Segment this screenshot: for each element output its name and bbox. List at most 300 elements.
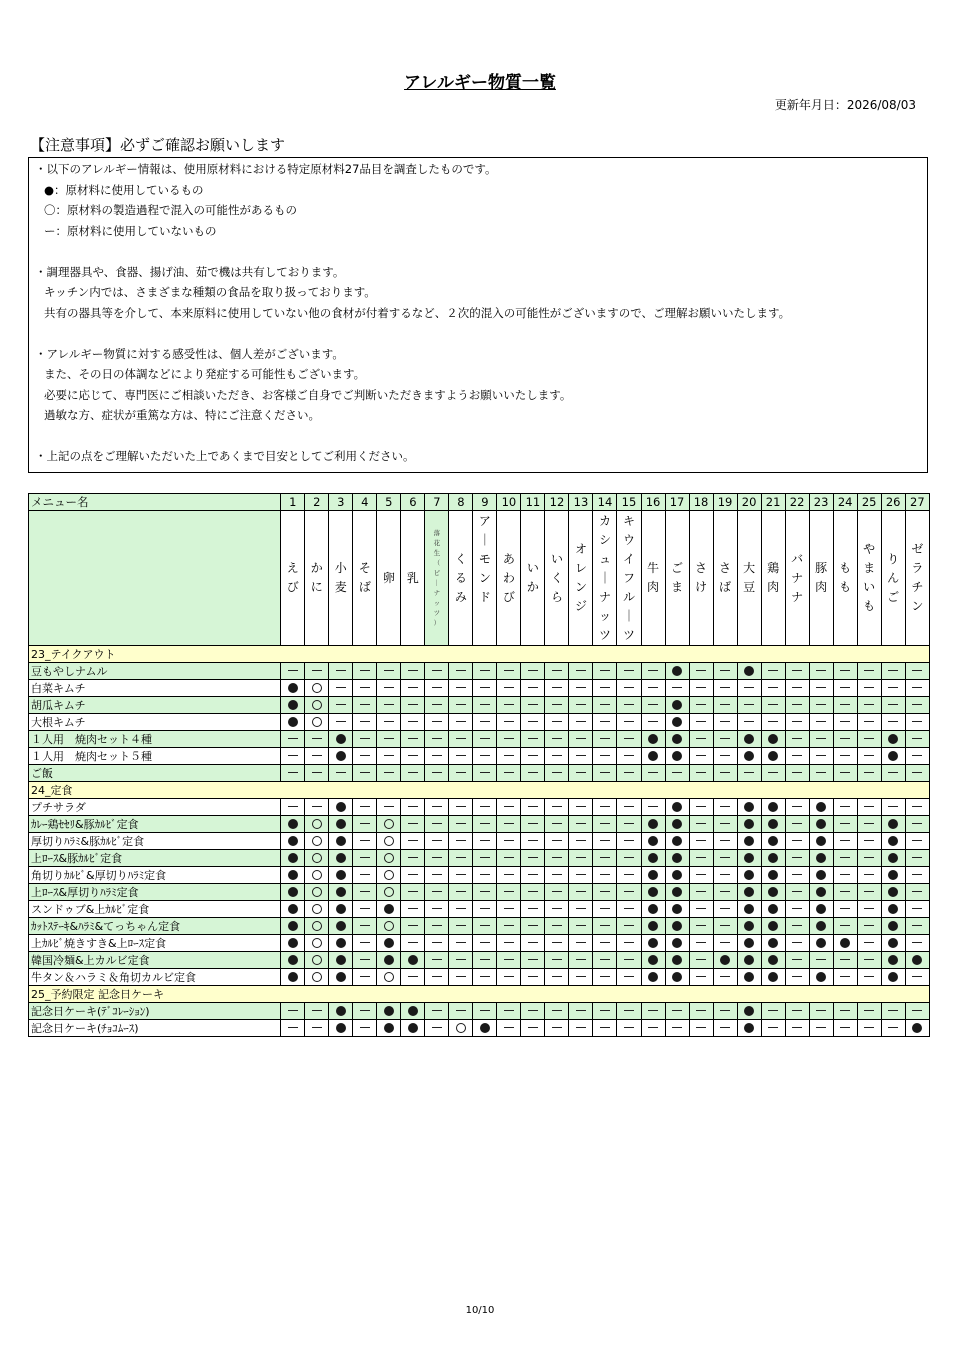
none-mark	[665, 680, 689, 697]
none-mark	[401, 935, 425, 952]
none-mark	[449, 901, 473, 918]
none-mark	[473, 901, 497, 918]
used-mark	[737, 731, 761, 748]
none-mark	[593, 1020, 617, 1037]
none-mark	[353, 765, 377, 782]
none-mark	[473, 731, 497, 748]
none-mark	[857, 765, 881, 782]
allergen-name: あ わ び	[497, 511, 521, 646]
none-mark	[857, 850, 881, 867]
none-mark	[593, 833, 617, 850]
table-row	[29, 884, 930, 901]
none-mark	[305, 663, 329, 680]
used-mark	[281, 969, 305, 986]
none-mark	[449, 680, 473, 697]
none-mark	[497, 901, 521, 918]
none-mark	[497, 884, 521, 901]
allergen-number: 9	[473, 494, 497, 511]
none-mark	[305, 799, 329, 816]
none-mark	[641, 1020, 665, 1037]
none-mark	[545, 1020, 569, 1037]
none-mark	[473, 799, 497, 816]
allergen-name: さ ば	[713, 511, 737, 646]
allergen-name: い か	[521, 511, 545, 646]
none-mark	[617, 833, 641, 850]
none-mark	[401, 748, 425, 765]
none-mark	[329, 714, 353, 731]
none-mark	[425, 748, 449, 765]
allergen-name: く る み	[449, 511, 473, 646]
notice-line: また、その日の体調などにより発症する可能性もございます。	[44, 367, 366, 381]
allergen-number: 18	[689, 494, 713, 511]
possible-mark	[305, 901, 329, 918]
none-mark	[497, 663, 521, 680]
used-mark	[281, 816, 305, 833]
allergen-number: 13	[569, 494, 593, 511]
used-mark	[377, 935, 401, 952]
none-mark	[425, 952, 449, 969]
none-mark	[473, 816, 497, 833]
none-mark	[377, 799, 401, 816]
allergen-number: 20	[737, 494, 761, 511]
allergen-table	[28, 493, 930, 1037]
none-mark	[713, 867, 737, 884]
used-mark	[641, 918, 665, 935]
none-mark	[833, 765, 857, 782]
used-mark	[401, 1020, 425, 1037]
used-mark	[665, 867, 689, 884]
none-mark	[689, 765, 713, 782]
used-mark	[737, 850, 761, 867]
none-mark	[881, 714, 905, 731]
none-mark	[689, 799, 713, 816]
none-mark	[905, 1003, 929, 1020]
none-mark	[353, 1003, 377, 1020]
none-mark	[353, 867, 377, 884]
none-mark	[449, 918, 473, 935]
none-mark	[473, 952, 497, 969]
notice-line	[35, 426, 921, 447]
none-mark	[857, 918, 881, 935]
none-mark	[833, 680, 857, 697]
none-mark	[497, 680, 521, 697]
none-mark	[449, 663, 473, 680]
used-mark	[665, 816, 689, 833]
none-mark	[785, 969, 809, 986]
none-mark	[761, 680, 785, 697]
none-mark	[545, 680, 569, 697]
used-mark	[641, 731, 665, 748]
none-mark	[617, 731, 641, 748]
none-mark	[281, 799, 305, 816]
none-mark	[497, 799, 521, 816]
none-mark	[785, 765, 809, 782]
used-mark	[641, 748, 665, 765]
used-mark	[377, 952, 401, 969]
none-mark	[353, 748, 377, 765]
none-mark	[545, 1003, 569, 1020]
table-row	[29, 765, 930, 782]
used-mark	[281, 952, 305, 969]
none-mark	[401, 697, 425, 714]
none-mark	[521, 1020, 545, 1037]
used-mark	[737, 816, 761, 833]
used-mark	[737, 833, 761, 850]
used-mark	[881, 969, 905, 986]
allergen-name: か に	[305, 511, 329, 646]
none-mark	[497, 731, 521, 748]
none-mark	[569, 731, 593, 748]
page-title: アレルギー物質一覧	[404, 73, 556, 93]
none-mark	[401, 918, 425, 935]
none-mark	[401, 680, 425, 697]
none-mark	[377, 697, 401, 714]
allergen-name: キ ウ イ フ ル ｜ ツ	[617, 511, 641, 646]
allergen-name: 豚 肉	[809, 511, 833, 646]
allergen-number: 25	[857, 494, 881, 511]
none-mark	[329, 680, 353, 697]
none-mark	[641, 1003, 665, 1020]
used-mark	[881, 901, 905, 918]
none-mark	[905, 918, 929, 935]
none-mark	[713, 1020, 737, 1037]
used-mark	[809, 969, 833, 986]
none-mark	[569, 901, 593, 918]
none-mark	[593, 714, 617, 731]
none-mark	[761, 714, 785, 731]
allergen-number: 19	[713, 494, 737, 511]
menu-name: スンドゥブ&上ｶﾙﾋﾞ定食	[29, 901, 281, 918]
none-mark	[689, 748, 713, 765]
menu-name: １人用 焼肉セット５種	[29, 748, 281, 765]
none-mark	[593, 1003, 617, 1020]
none-mark	[449, 969, 473, 986]
used-mark	[761, 969, 785, 986]
allergen-name: ご ま	[665, 511, 689, 646]
none-mark	[545, 969, 569, 986]
none-mark	[353, 714, 377, 731]
allergen-name: ゼ ラ チ ン	[905, 511, 929, 646]
none-mark	[641, 765, 665, 782]
none-mark	[545, 799, 569, 816]
none-mark	[449, 1003, 473, 1020]
none-mark	[353, 952, 377, 969]
none-mark	[569, 697, 593, 714]
none-mark	[785, 816, 809, 833]
used-mark	[665, 833, 689, 850]
none-mark	[353, 697, 377, 714]
used-mark	[881, 884, 905, 901]
none-mark	[713, 918, 737, 935]
none-mark	[617, 884, 641, 901]
none-mark	[473, 714, 497, 731]
none-mark	[833, 969, 857, 986]
none-mark	[689, 901, 713, 918]
possible-mark	[305, 816, 329, 833]
none-mark	[449, 850, 473, 867]
none-mark	[833, 816, 857, 833]
menu-name: ｶｯﾄｽﾃｰｷ&ﾊﾗﾐ&てっちゃん定食	[29, 918, 281, 935]
used-mark	[737, 1003, 761, 1020]
allergen-name-row	[29, 511, 930, 646]
none-mark	[833, 1003, 857, 1020]
used-mark	[329, 935, 353, 952]
none-mark	[497, 867, 521, 884]
none-mark	[905, 850, 929, 867]
none-mark	[713, 697, 737, 714]
none-mark	[353, 663, 377, 680]
none-mark	[497, 969, 521, 986]
notice-line	[35, 241, 921, 262]
used-mark	[329, 918, 353, 935]
possible-mark	[305, 884, 329, 901]
allergen-number: 10	[497, 494, 521, 511]
none-mark	[785, 901, 809, 918]
section-label: 25_予約限定 記念日ケーキ	[29, 986, 930, 1003]
none-mark	[833, 799, 857, 816]
none-mark	[545, 952, 569, 969]
none-mark	[785, 884, 809, 901]
possible-mark	[377, 969, 401, 986]
used-mark	[809, 935, 833, 952]
none-mark	[905, 714, 929, 731]
none-mark	[689, 935, 713, 952]
none-mark	[857, 952, 881, 969]
none-mark	[809, 1020, 833, 1037]
used-mark	[665, 697, 689, 714]
none-mark	[497, 918, 521, 935]
allergen-number: 1	[281, 494, 305, 511]
none-mark	[305, 1020, 329, 1037]
none-mark	[425, 867, 449, 884]
none-mark	[905, 765, 929, 782]
none-mark	[353, 901, 377, 918]
none-mark	[785, 935, 809, 952]
none-mark	[545, 901, 569, 918]
table-row	[29, 697, 930, 714]
allergen-name: 卵	[377, 511, 401, 646]
none-mark	[401, 714, 425, 731]
none-mark	[665, 765, 689, 782]
used-mark	[665, 901, 689, 918]
possible-mark	[305, 833, 329, 850]
none-mark	[401, 799, 425, 816]
allergen-name: カ シ ュ ｜ ナ ッ ツ	[593, 511, 617, 646]
none-mark	[593, 935, 617, 952]
none-mark	[521, 867, 545, 884]
none-mark	[737, 697, 761, 714]
used-mark	[665, 969, 689, 986]
none-mark	[713, 748, 737, 765]
menu-name: 白菜キムチ	[29, 680, 281, 697]
none-mark	[905, 748, 929, 765]
none-mark	[857, 833, 881, 850]
menu-name: ｶﾚｰ鶏ｾｾﾘ&豚ｶﾙﾋﾞ定食	[29, 816, 281, 833]
none-mark	[617, 969, 641, 986]
used-mark	[809, 850, 833, 867]
used-mark	[641, 850, 665, 867]
none-mark	[617, 1003, 641, 1020]
none-mark	[833, 1020, 857, 1037]
none-mark	[449, 952, 473, 969]
none-mark	[425, 1003, 449, 1020]
possible-mark	[305, 714, 329, 731]
used-mark	[281, 901, 305, 918]
none-mark	[545, 731, 569, 748]
none-mark	[497, 816, 521, 833]
none-mark	[617, 935, 641, 952]
none-mark	[833, 714, 857, 731]
none-mark	[881, 765, 905, 782]
none-mark	[713, 884, 737, 901]
none-mark	[353, 935, 377, 952]
none-mark	[473, 935, 497, 952]
none-mark	[377, 765, 401, 782]
none-mark	[713, 799, 737, 816]
table-row	[29, 1020, 930, 1037]
none-mark	[641, 714, 665, 731]
none-mark	[497, 850, 521, 867]
none-mark	[569, 867, 593, 884]
none-mark	[713, 714, 737, 731]
none-mark	[689, 867, 713, 884]
none-mark	[689, 884, 713, 901]
allergen-name: も も	[833, 511, 857, 646]
none-mark	[617, 867, 641, 884]
none-mark	[545, 935, 569, 952]
possible-mark	[377, 833, 401, 850]
none-mark	[521, 731, 545, 748]
none-mark	[857, 867, 881, 884]
menu-name: 厚切りﾊﾗﾐ&豚ｶﾙﾋﾞ定食	[29, 833, 281, 850]
none-mark	[473, 850, 497, 867]
none-mark	[593, 697, 617, 714]
possible-mark	[377, 884, 401, 901]
possible-mark	[305, 952, 329, 969]
allergen-number: 6	[401, 494, 425, 511]
used-mark	[809, 884, 833, 901]
none-mark	[881, 697, 905, 714]
allergen-name: 大 豆	[737, 511, 761, 646]
menu-name: 韓国冷麺&上カルビ定食	[29, 952, 281, 969]
table-row	[29, 935, 930, 952]
none-mark	[593, 867, 617, 884]
none-mark	[689, 680, 713, 697]
none-mark	[785, 952, 809, 969]
allergen-number: 7	[425, 494, 449, 511]
used-mark	[761, 799, 785, 816]
none-mark	[473, 833, 497, 850]
allergen-number: 21	[761, 494, 785, 511]
none-mark	[473, 918, 497, 935]
none-mark	[353, 850, 377, 867]
none-mark	[617, 697, 641, 714]
none-mark	[809, 714, 833, 731]
none-mark	[641, 663, 665, 680]
none-mark	[281, 663, 305, 680]
none-mark	[329, 697, 353, 714]
none-mark	[545, 867, 569, 884]
section-row	[29, 646, 930, 663]
none-mark	[809, 765, 833, 782]
possible-mark	[305, 918, 329, 935]
none-mark	[833, 697, 857, 714]
used-mark	[737, 663, 761, 680]
none-mark	[329, 663, 353, 680]
none-mark	[425, 918, 449, 935]
used-mark	[737, 748, 761, 765]
allergen-number: 8	[449, 494, 473, 511]
none-mark	[425, 714, 449, 731]
none-mark	[833, 952, 857, 969]
none-mark	[569, 969, 593, 986]
none-mark	[281, 731, 305, 748]
none-mark	[377, 680, 401, 697]
none-mark	[761, 765, 785, 782]
allergen-number: 22	[785, 494, 809, 511]
none-mark	[377, 714, 401, 731]
possible-mark	[449, 1020, 473, 1037]
none-mark	[401, 867, 425, 884]
used-mark	[665, 952, 689, 969]
possible-mark	[377, 918, 401, 935]
section-label: 24_定食	[29, 782, 930, 799]
none-mark	[881, 1003, 905, 1020]
notice-line: 必要に応じて、専門医にご相談いただき、お客様ご自身でご判断いただきますようお願いいたします。	[44, 387, 572, 402]
none-mark	[905, 697, 929, 714]
none-mark	[689, 918, 713, 935]
none-mark	[353, 816, 377, 833]
none-mark	[281, 1020, 305, 1037]
notice-line: ・アレルギー物質に対する感受性は、個人差がございます。	[35, 346, 344, 361]
allergen-name: 牛 肉	[641, 511, 665, 646]
none-mark	[305, 1003, 329, 1020]
none-mark	[857, 748, 881, 765]
used-mark	[641, 952, 665, 969]
none-mark	[449, 884, 473, 901]
menu-name: 記念日ケーキ(ﾃﾞｺﾚｰｼｮﾝ)	[29, 1003, 281, 1020]
used-mark	[329, 833, 353, 850]
none-mark	[425, 731, 449, 748]
none-mark	[473, 884, 497, 901]
none-mark	[569, 714, 593, 731]
none-mark	[593, 663, 617, 680]
used-mark	[881, 748, 905, 765]
none-mark	[857, 816, 881, 833]
allergen-number: 2	[305, 494, 329, 511]
none-mark	[833, 663, 857, 680]
none-mark	[353, 799, 377, 816]
section-label: 23_テイクアウト	[29, 646, 930, 663]
none-mark	[689, 663, 713, 680]
none-mark	[833, 833, 857, 850]
none-mark	[425, 935, 449, 952]
used-mark	[713, 952, 737, 969]
allergen-name: い く ら	[545, 511, 569, 646]
possible-mark	[305, 697, 329, 714]
none-mark	[521, 663, 545, 680]
none-mark	[833, 901, 857, 918]
none-mark	[497, 714, 521, 731]
none-mark	[857, 1020, 881, 1037]
menu-name-header-blank	[29, 511, 281, 646]
none-mark	[785, 918, 809, 935]
none-mark	[641, 799, 665, 816]
none-mark	[569, 833, 593, 850]
page-number: 10/10	[465, 1305, 495, 1316]
none-mark	[449, 833, 473, 850]
menu-name: 記念日ケーキ(ﾁｮｺﾑｰｽ)	[29, 1020, 281, 1037]
